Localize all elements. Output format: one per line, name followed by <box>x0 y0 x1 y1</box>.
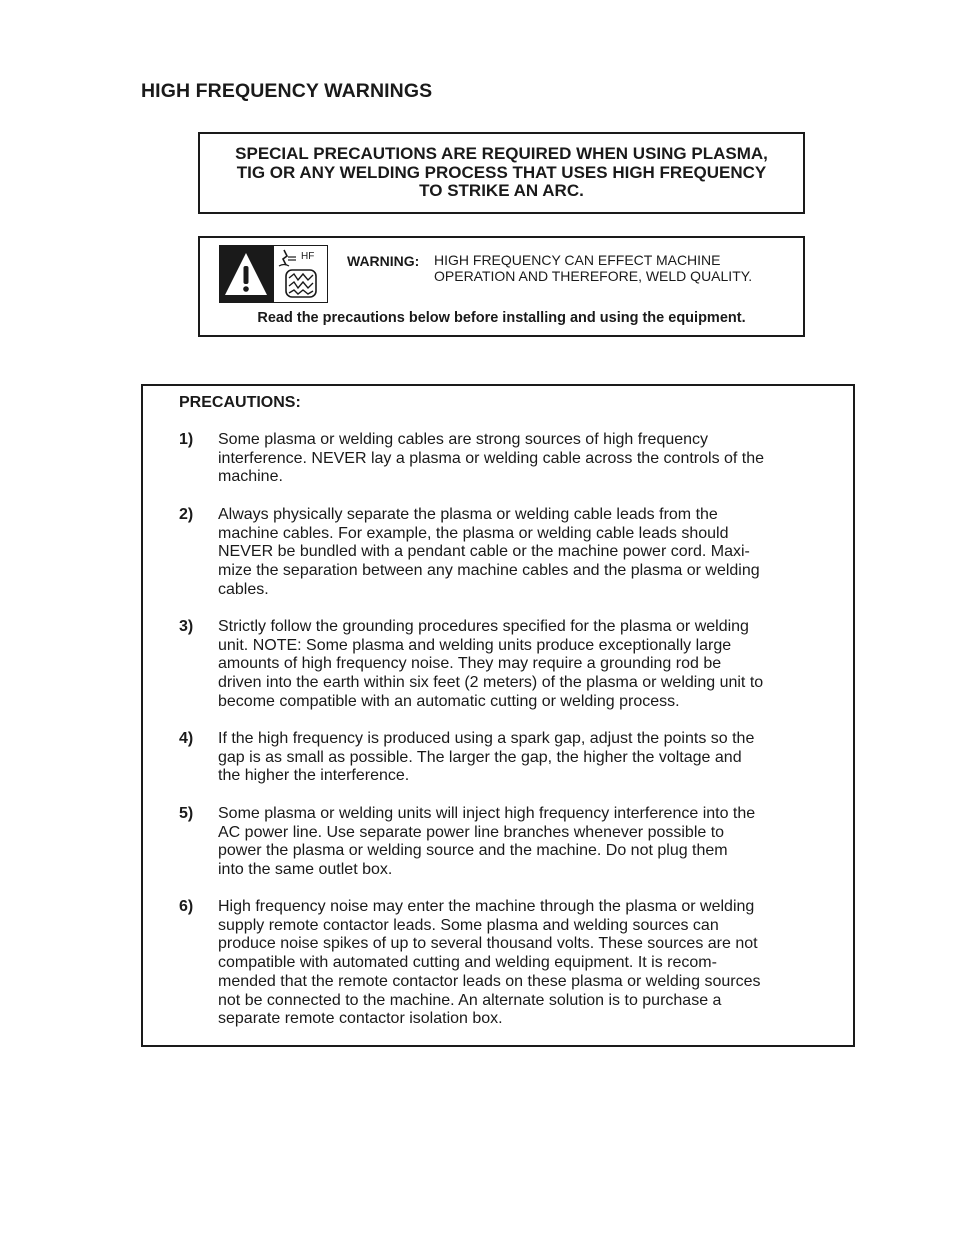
page-title: HIGH FREQUENCY WARNINGS <box>141 80 433 102</box>
precaution-text: If the high frequency is produced using a spark gap, adjust the points so the gap is as small as possible. The larger the gap, the higher the voltage and the higher the interference. <box>218 730 755 785</box>
precautions-box <box>141 384 855 1047</box>
precaution-text: High frequency noise may enter the machine through the plasma or welding supply remote contactor leads. Some plasma and welding sources can produce noise spikes of up to several thousand volts. These sources are not compatible with automated cutting and welding equipment. It is recom- mended that the remote contactor leads on these plasma or welding sources not be connected to the machine. An alternate solution is to purchase a separate remote contactor isolation box. <box>218 898 761 1028</box>
warning-box <box>198 236 805 337</box>
warning-text: HIGH FREQUENCY CAN EFFECT MACHINE OPERATION AND THEREFORE, WELD QUALITY. <box>434 252 753 284</box>
precaution-number: 3) <box>179 618 194 635</box>
precaution-text: Some plasma or welding cables are strong sources of high frequency interference. NEVER lay a plasma or welding cable across the controls of the machine. <box>218 431 765 486</box>
precautions-heading: PRECAUTIONS: <box>179 394 301 411</box>
precaution-text: Always physically separate the plasma or welding cable leads from the machine cables. For example, the plasma or welding cable leads should NEVER be bundled with a pendant cable or the machine power cord. Maxi- mize the separation between any machine cables and the plasma or welding cables. <box>218 506 760 598</box>
precaution-number: 1) <box>179 431 194 448</box>
special-precautions-box <box>198 132 805 214</box>
warning-label: WARNING: <box>347 253 420 269</box>
high-frequency-hazard-icon <box>273 245 328 303</box>
hf-icon-caption: HF <box>301 251 315 262</box>
warning-triangle-icon <box>219 245 273 303</box>
precaution-number: 5) <box>179 805 194 822</box>
read-precautions-note: Read the precautions below before installing and using the equipment. <box>257 310 746 326</box>
special-precautions-text: SPECIAL PRECAUTIONS ARE REQUIRED WHEN USING PLASMA, TIG OR ANY WELDING PROCESS THAT USES HIGH FREQUENCY TO STRIKE AN ARC. <box>235 144 768 201</box>
precaution-text: Some plasma or welding units will inject high frequency interference into the AC power line. Use separate power line branches whenever possible to power the plasma or welding source and the machine. Do not plug them into the same outlet box. <box>218 805 756 879</box>
precaution-number: 6) <box>179 898 194 915</box>
precaution-number: 2) <box>179 506 194 523</box>
precaution-text: Strictly follow the grounding procedures specified for the plasma or welding unit. NOTE: Some plasma and welding units produce exceptionally large amounts of high frequency noise. They may require a grounding rod be driven into the earth within six feet (2 meters) of the plasma or welding unit to become compatible with an automatic cutting or welding process. <box>218 618 764 710</box>
precaution-number: 4) <box>179 730 194 747</box>
